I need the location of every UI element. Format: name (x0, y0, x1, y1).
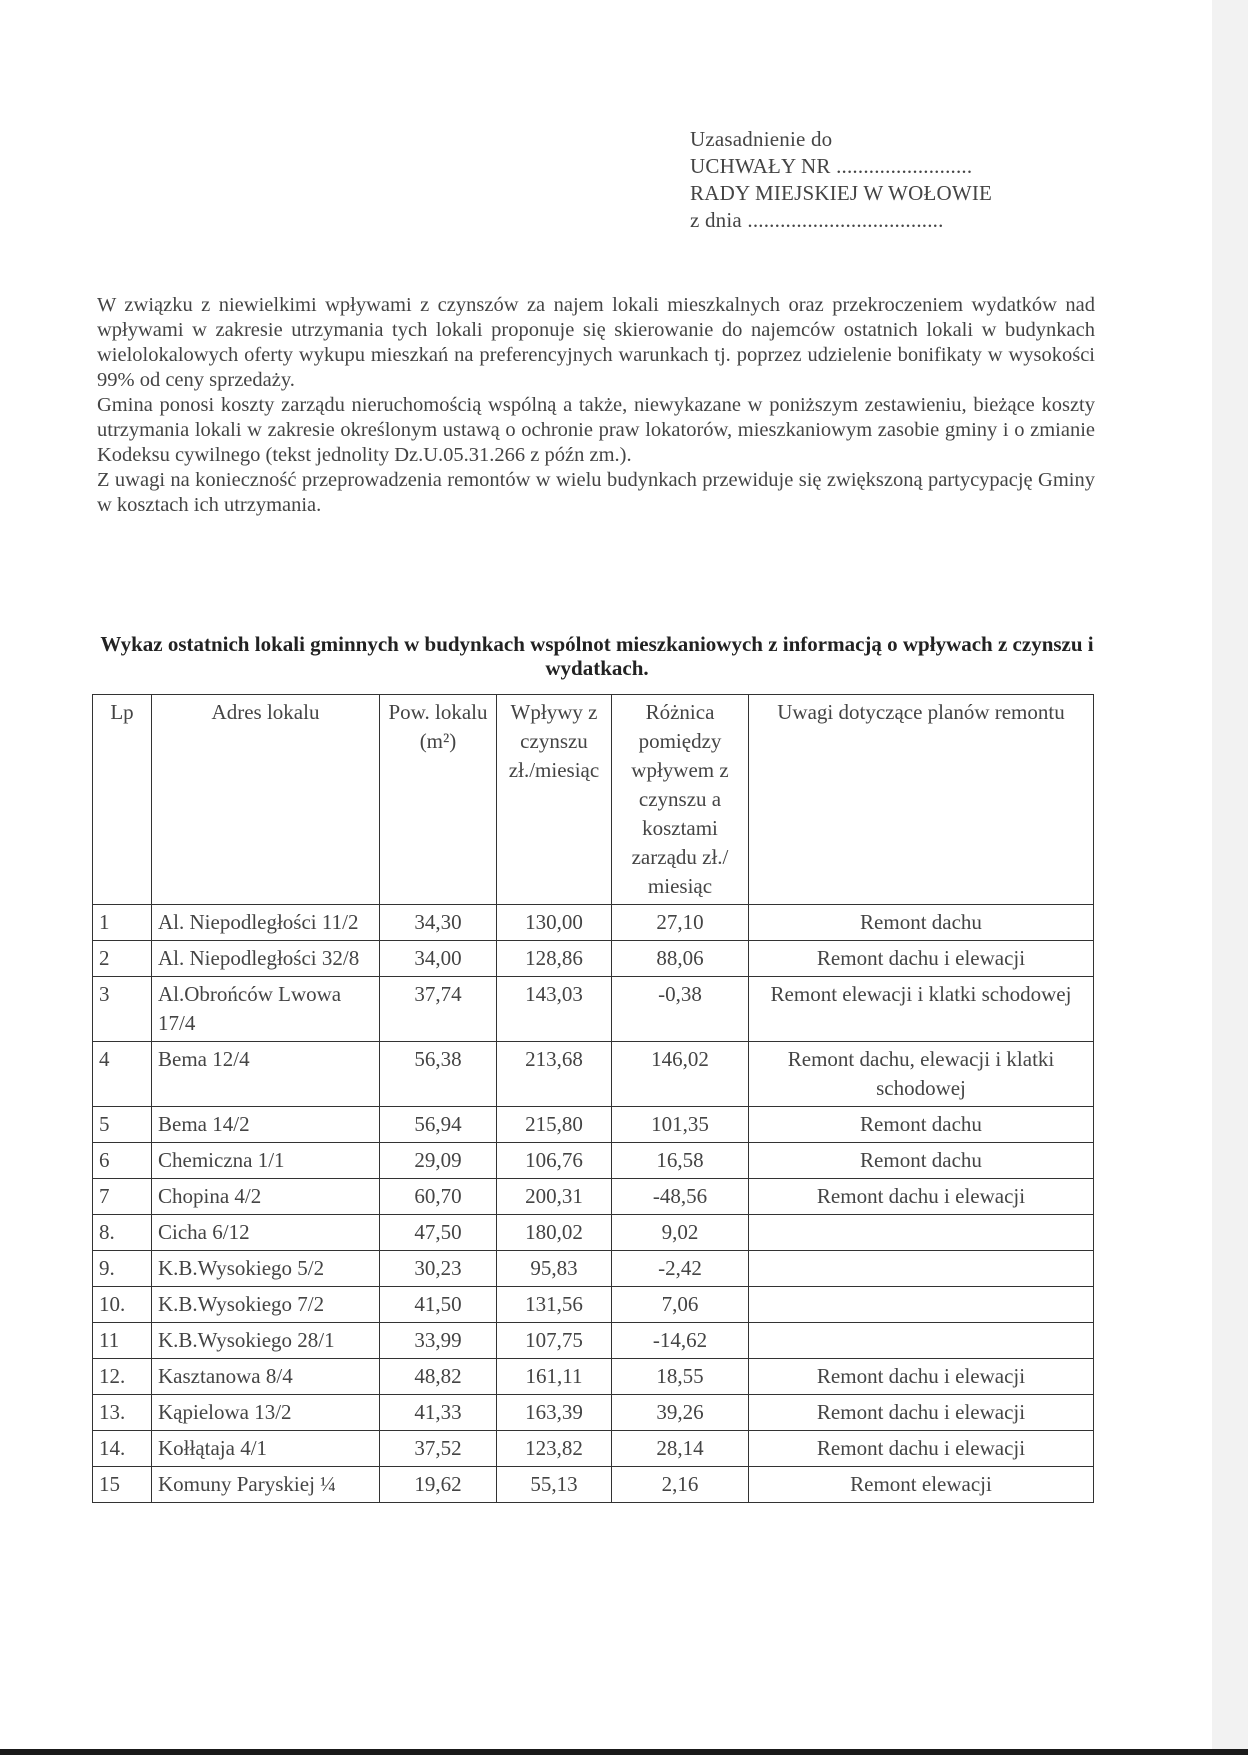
table-row (93, 1107, 1094, 1143)
cell-notes (749, 1215, 1094, 1251)
cell-area: 34,30 (380, 905, 497, 941)
header-notes: Uwagi dotyczące planów remontu (749, 695, 1094, 905)
table-row (93, 1042, 1094, 1107)
cell-difference: 88,06 (612, 941, 749, 977)
table-row (93, 1215, 1094, 1251)
cell-lp: 5 (93, 1107, 152, 1143)
cell-address: Bema 12/4 (152, 1042, 380, 1107)
cell-address: Chemiczna 1/1 (152, 1143, 380, 1179)
cell-address: K.B.Wysokiego 28/1 (152, 1323, 380, 1359)
cell-address: Kołłątaja 4/1 (152, 1431, 380, 1467)
cell-notes: Remont dachu i elewacji (749, 1395, 1094, 1431)
cell-difference: -2,42 (612, 1251, 749, 1287)
cell-address: K.B.Wysokiego 5/2 (152, 1251, 380, 1287)
table-row (93, 1251, 1094, 1287)
scan-edge (1212, 0, 1248, 1755)
cell-lp: 8. (93, 1215, 152, 1251)
cell-income: 180,02 (497, 1215, 612, 1251)
cell-income: 131,56 (497, 1287, 612, 1323)
cell-difference: 7,06 (612, 1287, 749, 1323)
scan-bottom-border (0, 1749, 1248, 1755)
cell-area: 41,50 (380, 1287, 497, 1323)
header-difference: Różnica pomiędzy wpływem z czynszu a kosztami zarządu zł./ miesiąc (612, 695, 749, 905)
table-row (93, 1359, 1094, 1395)
cell-notes (749, 1251, 1094, 1287)
cell-area: 29,09 (380, 1143, 497, 1179)
cell-income: 163,39 (497, 1395, 612, 1431)
cell-notes: Remont dachu i elewacji (749, 941, 1094, 977)
cell-notes: Remont dachu i elewacji (749, 1359, 1094, 1395)
header-line-date: z dnia .................................... (690, 208, 944, 232)
cell-area: 60,70 (380, 1179, 497, 1215)
header-line-council: RADY MIEJSKIEJ W WOŁOWIE (690, 181, 993, 205)
table-row (93, 941, 1094, 977)
cell-lp: 15 (93, 1467, 152, 1503)
cell-income: 161,11 (497, 1359, 612, 1395)
cell-notes (749, 1323, 1094, 1359)
cell-income: 55,13 (497, 1467, 612, 1503)
cell-income: 213,68 (497, 1042, 612, 1107)
cell-lp: 12. (93, 1359, 152, 1395)
cell-address: Bema 14/2 (152, 1107, 380, 1143)
cell-income: 107,75 (497, 1323, 612, 1359)
cell-difference: 101,35 (612, 1107, 749, 1143)
cell-area: 33,99 (380, 1323, 497, 1359)
cell-address: K.B.Wysokiego 7/2 (152, 1287, 380, 1323)
cell-area: 30,23 (380, 1251, 497, 1287)
cell-difference: -14,62 (612, 1323, 749, 1359)
header-lp: Lp (93, 695, 152, 905)
table-row (93, 1287, 1094, 1323)
cell-notes: Remont dachu (749, 1143, 1094, 1179)
cell-difference: 146,02 (612, 1042, 749, 1107)
table-row (93, 905, 1094, 941)
cell-lp: 1 (93, 905, 152, 941)
cell-area: 47,50 (380, 1215, 497, 1251)
cell-address: Al. Niepodległości 32/8 (152, 941, 380, 977)
cell-area: 56,38 (380, 1042, 497, 1107)
cell-income: 200,31 (497, 1179, 612, 1215)
cell-area: 37,74 (380, 977, 497, 1042)
cell-income: 215,80 (497, 1107, 612, 1143)
cell-area: 19,62 (380, 1467, 497, 1503)
document-header (690, 126, 992, 234)
cell-area: 48,82 (380, 1359, 497, 1395)
cell-notes: Remont elewacji (749, 1467, 1094, 1503)
header-line-justification: Uzasadnienie do (690, 127, 833, 151)
cell-lp: 14. (93, 1431, 152, 1467)
paragraph-costs: Gmina ponosi koszty zarządu nieruchomością wspólną a także, niewykazane w poniższym zestawieniu, bieżące koszty utrzymania lokali w zakresie określonym ustawą o ochronie praw lokatorów, mieszkaniowym zasobie gminy i o zmianie Kodeksu cywilnego (tekst jednolity Dz.U.05.31.266 z późn zm.). (97, 394, 1095, 466)
table-body (93, 905, 1094, 1503)
cell-income: 128,86 (497, 941, 612, 977)
cell-difference: 39,26 (612, 1395, 749, 1431)
cell-address: Chopina 4/2 (152, 1179, 380, 1215)
table-row (93, 1395, 1094, 1431)
cell-difference: -48,56 (612, 1179, 749, 1215)
cell-address: Kasztanowa 8/4 (152, 1359, 380, 1395)
cell-lp: 4 (93, 1042, 152, 1107)
cell-income: 130,00 (497, 905, 612, 941)
cell-lp: 7 (93, 1179, 152, 1215)
table-row (93, 1179, 1094, 1215)
table-title: Wykaz ostatnich lokali gminnych w budynkach wspólnot mieszkaniowych z informacją o wpływach z czynszu i wydatkach. (100, 632, 1094, 680)
cell-address: Al. Niepodległości 11/2 (152, 905, 380, 941)
cell-income: 123,82 (497, 1431, 612, 1467)
cell-difference: 9,02 (612, 1215, 749, 1251)
cell-address: Kąpielowa 13/2 (152, 1395, 380, 1431)
cell-notes: Remont elewacji i klatki schodowej (749, 977, 1094, 1042)
header-area: Pow. lokalu (m²) (380, 695, 497, 905)
cell-lp: 11 (93, 1323, 152, 1359)
table-row (93, 1323, 1094, 1359)
cell-income: 95,83 (497, 1251, 612, 1287)
cell-address: Cicha 6/12 (152, 1215, 380, 1251)
apartments-table (92, 694, 1094, 1503)
cell-area: 41,33 (380, 1395, 497, 1431)
cell-notes: Remont dachu (749, 905, 1094, 941)
cell-notes: Remont dachu i elewacji (749, 1179, 1094, 1215)
table-row (93, 1467, 1094, 1503)
paragraph-proposal: W związku z niewielkimi wpływami z czynszów za najem lokali mieszkalnych oraz przekroczeniem wydatków nad wpływami w zakresie utrzymania tych lokali proponuje się skierowanie do najemców ostatnich lokali w budynkach wielolokalowych oferty wykupu mieszkań na preferencyjnych warunkach tj. poprzez udzielenie bonifikaty w wysokości 99% od ceny sprzedaży. (97, 294, 1095, 391)
cell-area: 34,00 (380, 941, 497, 977)
cell-difference: 2,16 (612, 1467, 749, 1503)
cell-lp: 13. (93, 1395, 152, 1431)
cell-notes (749, 1287, 1094, 1323)
cell-difference: 28,14 (612, 1431, 749, 1467)
cell-address: Al.Obrońców Lwowa 17/4 (152, 977, 380, 1042)
justification-body (97, 293, 1095, 518)
cell-lp: 10. (93, 1287, 152, 1323)
cell-address: Komuny Paryskiej ¼ (152, 1467, 380, 1503)
cell-notes: Remont dachu i elewacji (749, 1431, 1094, 1467)
cell-area: 37,52 (380, 1431, 497, 1467)
table-row (93, 1431, 1094, 1467)
cell-income: 143,03 (497, 977, 612, 1042)
header-line-resolution: UCHWAŁY NR ......................... (690, 154, 973, 178)
cell-lp: 9. (93, 1251, 152, 1287)
cell-difference: -0,38 (612, 977, 749, 1042)
cell-difference: 16,58 (612, 1143, 749, 1179)
paragraph-renovations: Z uwagi na konieczność przeprowadzenia remontów w wielu budynkach przewiduje się zwiększoną partycypację Gminy w kosztach ich utrzymania. (97, 469, 1095, 516)
table-row (93, 977, 1094, 1042)
cell-lp: 3 (93, 977, 152, 1042)
header-address: Adres lokalu (152, 695, 380, 905)
table-header-row (93, 695, 1094, 905)
cell-difference: 18,55 (612, 1359, 749, 1395)
cell-lp: 6 (93, 1143, 152, 1179)
header-income: Wpływy z czynszu zł./miesiąc (497, 695, 612, 905)
table-row (93, 1143, 1094, 1179)
cell-difference: 27,10 (612, 905, 749, 941)
cell-area: 56,94 (380, 1107, 497, 1143)
cell-lp: 2 (93, 941, 152, 977)
cell-notes: Remont dachu, elewacji i klatki schodowej (749, 1042, 1094, 1107)
cell-notes: Remont dachu (749, 1107, 1094, 1143)
cell-income: 106,76 (497, 1143, 612, 1179)
